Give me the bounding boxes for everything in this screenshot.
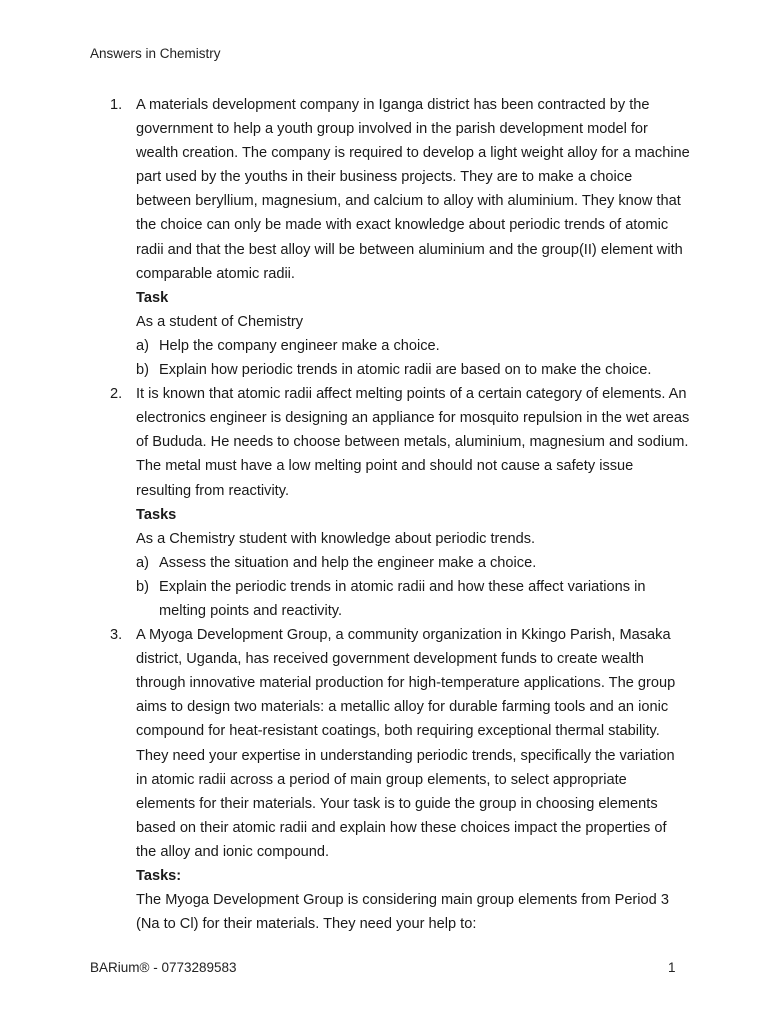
question-list [110,93,690,936]
question-body [136,623,690,936]
question-number: 2. [110,386,123,403]
task-heading: Tasks [136,506,177,523]
question-3 [110,623,690,936]
sub-question [136,575,690,623]
page-number: 1 [668,960,676,975]
task-intro: As a student of Chemistry [136,313,304,330]
sub-question-letter: b) [136,362,149,379]
question-number: 3. [110,627,123,644]
question-body [136,93,690,382]
task-intro: As a Chemistry student with knowledge about periodic trends. [136,530,536,547]
sub-question-letter: a) [136,337,149,354]
task-heading: Tasks: [136,868,182,884]
question-1 [110,93,690,382]
question-number: 1. [110,97,123,113]
sub-question [136,334,690,358]
task-heading: Task [136,289,169,306]
question-body [136,382,690,623]
sub-question-letter: a) [136,554,149,571]
sub-question-text: Help the company engineer make a choice. [159,337,440,354]
question-text: A Myoga Development Group, a community organization in Kkingo Parish, Masaka district, Uganda, has received government development funds to create wealth through innovative material production for high-temperature applications. The group aims to design two materials: a metallic alloy for durable farming tools and an ionic compound for heat-resistant coatings, both requiring exceptional thermal stability. They need your expertise in understanding periodic trends, specifically the variation in atomic radii across a period of main group elements, to select appropriate elements for their materials. Your task is to guide the group in choosing elements based on their atomic radii and explain how these choices impact the properties of the alloy and ionic compound. [136,627,676,860]
sub-question [136,358,690,382]
sub-question-text: Assess the situation and help the engineer make a choice. [159,554,537,571]
sub-question-text: Explain the periodic trends in atomic radii and how these affect variations in melting points and reactivity. [159,578,646,619]
sub-question [136,551,690,575]
question-text: A materials development company in Iganga district has been contracted by the government to help a youth group involved in the parish development model for wealth creation. The company is required to develop a light weight alloy for a machine part used by the youths in their business projects. They are to make a choice between beryllium, magnesium, and calcium to alloy with aluminium. They know that the choice can only be made with exact knowledge about periodic trends of atomic radii and that the best alloy will be between aluminium and the group(II) element with comparable atomic radii. [136,97,690,282]
question-text: It is known that atomic radii affect melting points of a certain category of elements. An electronics engineer is designing an appliance for mosquito repulsion in the wet areas of Bududa. He needs to choose between metals, aluminium, magnesium and sodium. The metal must have a low melting point and should not cause a safety issue resulting from reactivity. [136,386,690,499]
footer-brand: BARium® - 0773289583 [90,960,237,975]
page-header: Answers in Chemistry [90,46,221,61]
sub-question-letter: b) [136,578,149,595]
task-intro: The Myoga Development Group is considering main group elements from Period 3 (Na to Cl) for their materials. They need your help to: [136,892,669,933]
sub-question-text: Explain how periodic trends in atomic radii are based on to make the choice. [159,362,652,379]
question-2 [110,382,690,623]
